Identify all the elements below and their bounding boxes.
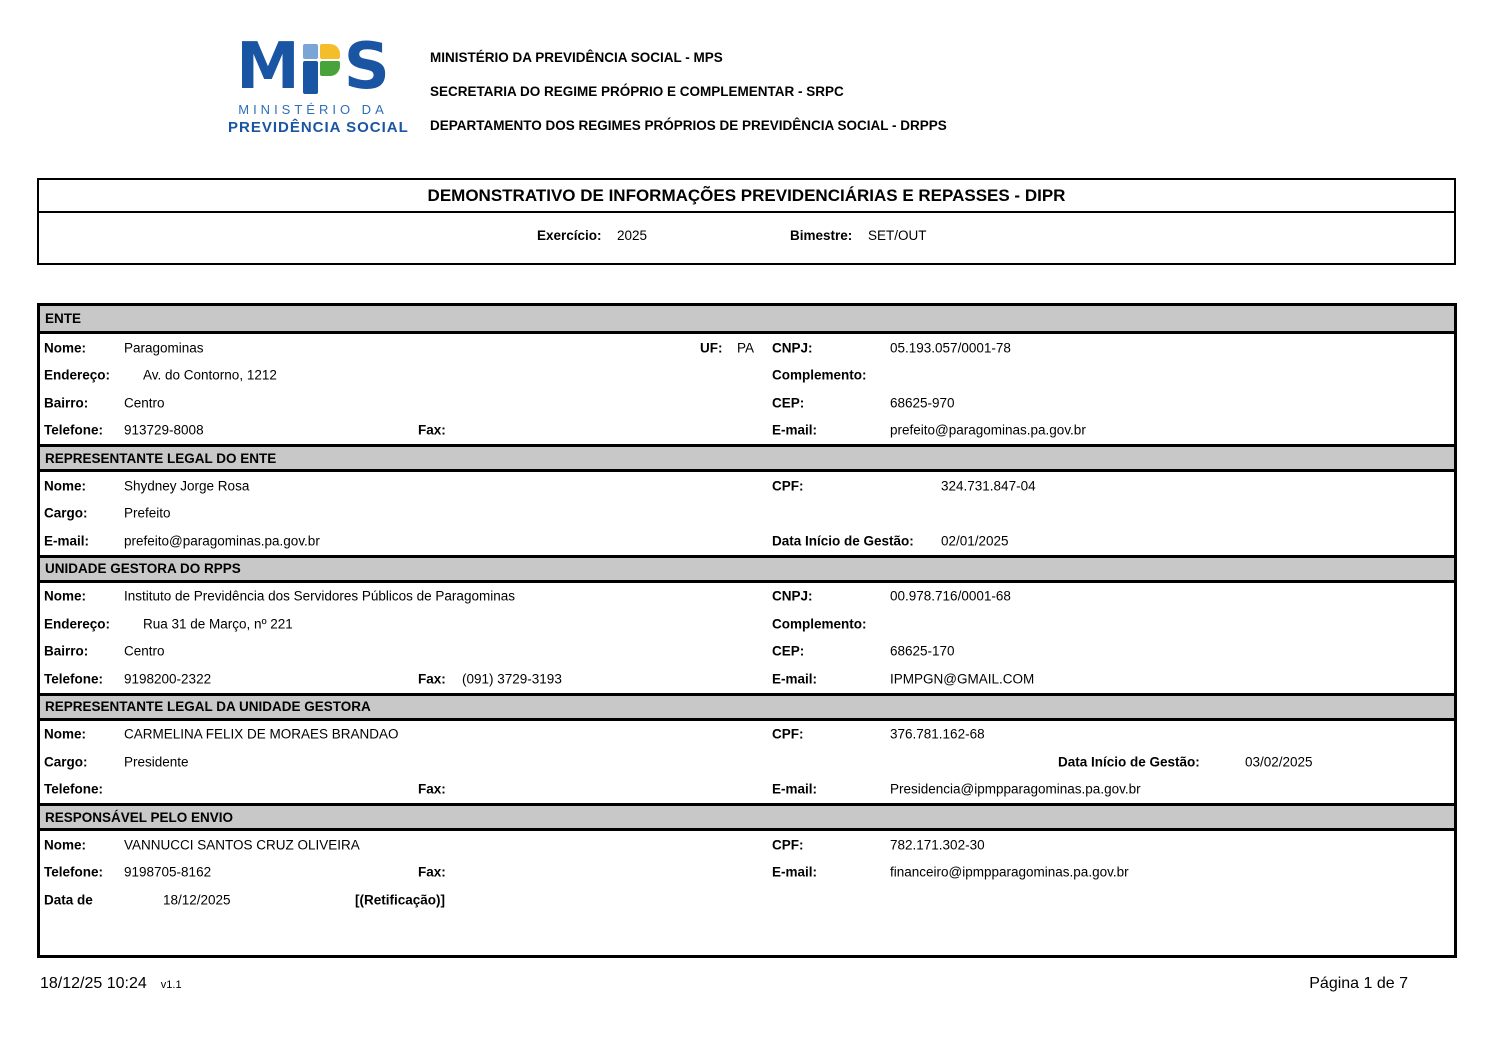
period-row: [39, 213, 1454, 263]
bimestre-label: Bimestre:: [790, 228, 853, 243]
field-label: E-mail:: [772, 781, 818, 797]
field-label: CEP:: [772, 643, 805, 659]
form-row: [40, 500, 1454, 528]
form-table: [37, 303, 1457, 958]
exercicio-label: Exercício:: [537, 228, 602, 243]
field-label: Telefone:: [44, 671, 104, 687]
form-row: [40, 831, 1454, 859]
field-value: prefeito@paragominas.pa.gov.br: [124, 533, 320, 549]
title-box: [37, 178, 1456, 265]
mps-logo-letters: [228, 30, 398, 104]
form-row: [40, 334, 1454, 362]
field-label: CPF:: [772, 726, 804, 742]
field-value: 03/02/2025: [1245, 754, 1313, 770]
section-header: ENTE: [40, 306, 1454, 334]
field-label: CNPJ:: [772, 588, 813, 604]
field-value: 9198200-2322: [124, 671, 212, 687]
field-label: E-mail:: [772, 864, 818, 880]
logo-subtitle-1: MINISTÉRIO DA: [238, 102, 388, 117]
field-label: Telefone:: [44, 864, 104, 880]
footer-datetime-text: 18/12/25 10:24: [40, 975, 147, 992]
field-label: Nome:: [44, 478, 87, 494]
form-row: [40, 417, 1454, 445]
org-line-ministerio: MINISTÉRIO DA PREVIDÊNCIA SOCIAL - MPS: [430, 50, 723, 65]
field-label: Nome:: [44, 588, 87, 604]
bimestre-value: SET/OUT: [868, 228, 927, 243]
section-header: REPRESENTANTE LEGAL DA UNIDADE GESTORA: [40, 693, 1454, 721]
org-header: [430, 50, 947, 152]
form-row: [40, 527, 1454, 555]
field-label: CPF:: [772, 478, 804, 494]
field-value: financeiro@ipmpparagominas.pa.gov.br: [890, 864, 1129, 880]
logo-p-green-square: [320, 61, 340, 76]
field-label: Nome:: [44, 837, 87, 853]
field-value: 05.193.057/0001-78: [890, 340, 1011, 356]
field-label: Data Início de Gestão:: [1058, 754, 1200, 770]
field-label: Data Início de Gestão:: [772, 533, 914, 549]
logo-letter-s: S: [343, 30, 390, 104]
field-label: Complemento:: [772, 616, 867, 632]
field-label: E-mail:: [44, 533, 90, 549]
field-label: CNPJ:: [772, 340, 813, 356]
form-row: [40, 389, 1454, 417]
field-value: 18/12/2025: [163, 892, 231, 908]
form-row: [40, 362, 1454, 390]
field-label: Complemento:: [772, 367, 867, 383]
form-row: [40, 583, 1454, 611]
field-value: 782.171.302-30: [890, 837, 985, 853]
field-label: Endereço:: [44, 367, 111, 383]
field-label: UF:: [700, 340, 723, 356]
field-label: Data de: [44, 892, 93, 908]
logo-p-yellow-square: [320, 44, 340, 59]
field-value: Instituto de Previdência dos Servidores Públicos de Paragominas: [124, 588, 515, 604]
logo-p-stem: [303, 61, 318, 94]
field-value: Prefeito: [124, 505, 171, 521]
field-label: Endereço:: [44, 616, 111, 632]
field-label: Telefone:: [44, 781, 104, 797]
field-label: Fax:: [418, 781, 446, 797]
form-row: [40, 748, 1454, 776]
field-value: Rua 31 de Março, nº 221: [143, 616, 293, 632]
field-label: Cargo:: [44, 505, 88, 521]
form-row: [40, 886, 1454, 914]
field-value: 68625-970: [890, 395, 955, 411]
logo-subtitle-2: PREVIDÊNCIA SOCIAL: [228, 119, 409, 136]
field-value: Presidencia@ipmpparagominas.pa.gov.br: [890, 781, 1141, 797]
footer-datetime: [40, 975, 182, 993]
field-label: E-mail:: [772, 671, 818, 687]
field-label: Bairro:: [44, 643, 89, 659]
field-label: Bairro:: [44, 395, 89, 411]
field-label: Nome:: [44, 340, 87, 356]
field-label: Fax:: [418, 671, 446, 687]
field-value: Shydney Jorge Rosa: [124, 478, 250, 494]
form-row: [40, 472, 1454, 500]
field-value: Av. do Contorno, 1212: [143, 367, 277, 383]
field-value: PA: [737, 340, 755, 356]
field-value: 324.731.847-04: [941, 478, 1036, 494]
logo-letter-p-icon: [303, 42, 341, 94]
logo-p-lightblue-square: [303, 44, 318, 59]
org-line-departamento: DEPARTAMENTO DOS REGIMES PRÓPRIOS DE PREVIDÊNCIA SOCIAL - DRPPS: [430, 118, 947, 133]
field-label: Fax:: [418, 864, 446, 880]
field-label: E-mail:: [772, 422, 818, 438]
footer-page-number: Página 1 de 7: [1309, 975, 1408, 992]
document-title: DEMONSTRATIVO DE INFORMAÇÕES PREVIDENCIÁRIAS E REPASSES - DIPR: [39, 180, 1454, 213]
field-value: prefeito@paragominas.pa.gov.br: [890, 422, 1086, 438]
form-row: [40, 721, 1454, 749]
field-value: Centro: [124, 643, 165, 659]
field-value: Centro: [124, 395, 165, 411]
field-value: Presidente: [124, 754, 189, 770]
field-label: Cargo:: [44, 754, 88, 770]
field-label: Fax:: [418, 422, 446, 438]
form-row: [40, 638, 1454, 666]
form-row: [40, 665, 1454, 693]
org-line-secretaria: SECRETARIA DO REGIME PRÓPRIO E COMPLEMENTAR - SRPC: [430, 84, 844, 99]
field-value: 376.781.162-68: [890, 726, 985, 742]
form-row: [40, 610, 1454, 638]
footer-version: v1.1: [160, 979, 182, 991]
field-value: 913729-8008: [124, 422, 204, 438]
field-label: Nome:: [44, 726, 87, 742]
section-header: RESPONSÁVEL PELO ENVIO: [40, 803, 1454, 831]
field-value: 9198705-8162: [124, 864, 212, 880]
field-value: IPMPGN@GMAIL.COM: [890, 671, 1035, 687]
field-value: 00.978.716/0001-68: [890, 588, 1011, 604]
field-value: CARMELINA FELIX DE MORAES BRANDAO: [124, 726, 399, 742]
field-value: 02/01/2025: [941, 533, 1009, 549]
field-label: CPF:: [772, 837, 804, 853]
mps-logo: [228, 30, 409, 136]
field-label: [(Retificação)]: [355, 892, 446, 908]
field-value: VANNUCCI SANTOS CRUZ OLIVEIRA: [124, 837, 360, 853]
field-label: CEP:: [772, 395, 805, 411]
field-value: (091) 3729-3193: [462, 671, 562, 687]
field-label: Telefone:: [44, 422, 104, 438]
section-header: UNIDADE GESTORA DO RPPS: [40, 555, 1454, 583]
exercicio-value: 2025: [617, 228, 648, 243]
section-header: REPRESENTANTE LEGAL DO ENTE: [40, 444, 1454, 472]
field-value: Paragominas: [124, 340, 204, 356]
form-row: [40, 776, 1454, 804]
form-row: [40, 859, 1454, 887]
logo-letter-m: M: [236, 30, 300, 104]
field-value: 68625-170: [890, 643, 955, 659]
